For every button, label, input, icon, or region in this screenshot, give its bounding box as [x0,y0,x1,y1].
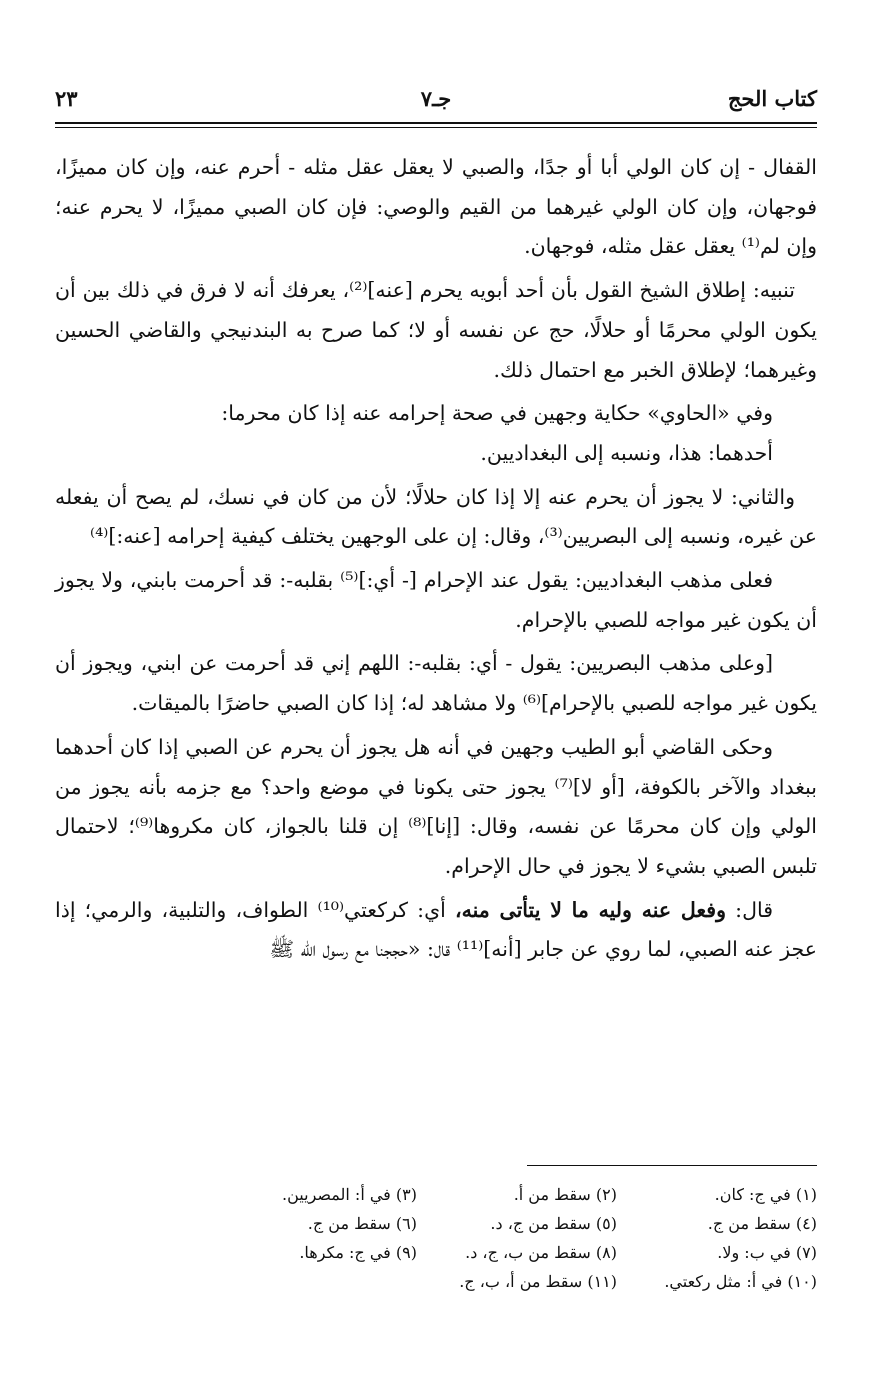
paragraph: [وعلى مذهب البصريين: يقول - أي: بقلبه-: اللهم إني قد أحرمت عن ابني، ويجوز أن يكون غير مواجه للصبي بالإحرام]⁽⁶⁾ ولا مشاهد له؛ إذا كان الصبي حاضرًا بالميقات. [55,651,817,716]
footnotes [135,1180,817,1296]
footnote: (١٠) في أ: مثل ركعتي. [664,1272,817,1291]
paragraph [55,891,817,970]
footnote-row [135,1267,817,1296]
paragraph: القفال - إن كان الولي أبا أو جدًا، والصبي لا يعقل عقل مثله - أحرم عنه، وإن كان مميزًا، فوجهان، وإن كان الولي غيرهما من القيم والوصي: فإن كان الصبي مميزًا، لا يحرم عنه؛ وإن لم⁽¹⁾ يعقل عقل مثله، فوجهان. [55,155,817,259]
book-title: كتاب الحج [727,86,817,111]
qala-label: قال: [726,897,774,922]
header-rule-thin [55,127,817,128]
footnote: (٢) سقط من أ. [513,1185,617,1204]
footnote: (٧) في ب: ولا. [717,1243,817,1262]
volume-label: جـ٧ [420,86,452,111]
paragraph: أحدهما: هذا، ونسبه إلى البغداديين. [480,440,773,465]
paragraph: والثاني: لا يجوز أن يحرم عنه إلا إذا كان حلالًا؛ لأن من كان في نسك، لم يصح أن يفعله عن غيره، ونسبه إلى البصريين⁽³⁾، وقال: إن على الوجهين يختلف كيفية إحرامه [عنه:]⁽⁴⁾ [55,484,817,549]
footnote: (٩) في ج: مكرها. [299,1243,417,1262]
paragraph: فعلى مذهب البغداديين: يقول عند الإحرام [- أي:]⁽⁵⁾ بقلبه-: قد أحرمت بابني، ولا يجوز أن يكون غير مواجه للصبي بالإحرام. [55,568,817,632]
footnote: (١١) سقط من أ، ب، ج. [459,1272,617,1291]
commentary: أي: كركعتي⁽¹⁰⁾ الطواف، والتلبية، والرمي؛ إذا عجز عنه الصبي، لما روي عن جابر [أنه]⁽¹¹⁾ قال: «حججنا مع رسول الله ﷺ [55,897,817,962]
footnote-row [135,1238,817,1267]
footnote: (١) في ج: كان. [714,1185,817,1204]
footnote: (٨) سقط من ب، ج، د. [465,1243,617,1262]
paragraph: تنبيه: إطلاق الشيخ القول بأن أحد أبويه يحرم [عنه]⁽²⁾، يعرفك أنه لا فرق في ذلك بين أن يكون الولي محرمًا أو حلالًا، حج عن نفسه أو لا؛ كما صرح به البندنيجي والقاضي الحسين وغيرهما؛ لإطلاق الخبر مع احتمال ذلك. [55,278,817,382]
footnote: (٥) سقط من ج، د. [490,1214,617,1233]
footnote: (٣) في أ: المصريين. [282,1185,417,1204]
page-number: ٢٣ [55,86,78,111]
paragraph: وفي «الحاوي» حكاية وجهين في صحة إحرامه عنه إذا كان محرما: [221,401,773,426]
footnote-row [135,1180,817,1209]
footnote-row [135,1209,817,1238]
footnote-rule [527,1165,817,1166]
header-rule-thick [55,122,817,124]
footnote [217,1267,417,1296]
main-text [55,148,817,970]
paragraph: وحكى القاضي أبو الطيب وجهين في أنه هل يجوز أن يحرم عن الصبي إذا كان أحدهما ببغداد والآخر بالكوفة، [أو لا]⁽⁷⁾ يجوز حتى يكونا في موضع واحد؟ مع جزمه بأنه يجوز من الولي وإن كان محرمًا عن نفسه، وقال: [إنا]⁽⁸⁾ إن قلنا بالجواز، كان مكروها⁽⁹⁾؛ لاحتمال تلبس الصبي بشيء لا يجوز في حال الإحرام. [55,734,817,878]
running-header [55,86,817,122]
footnote: (٤) سقط من ج. [707,1214,817,1233]
matn-quote: وفعل عنه وليه ما لا يتأتى منه، [454,897,727,922]
footnote: (٦) سقط من ج. [307,1214,417,1233]
